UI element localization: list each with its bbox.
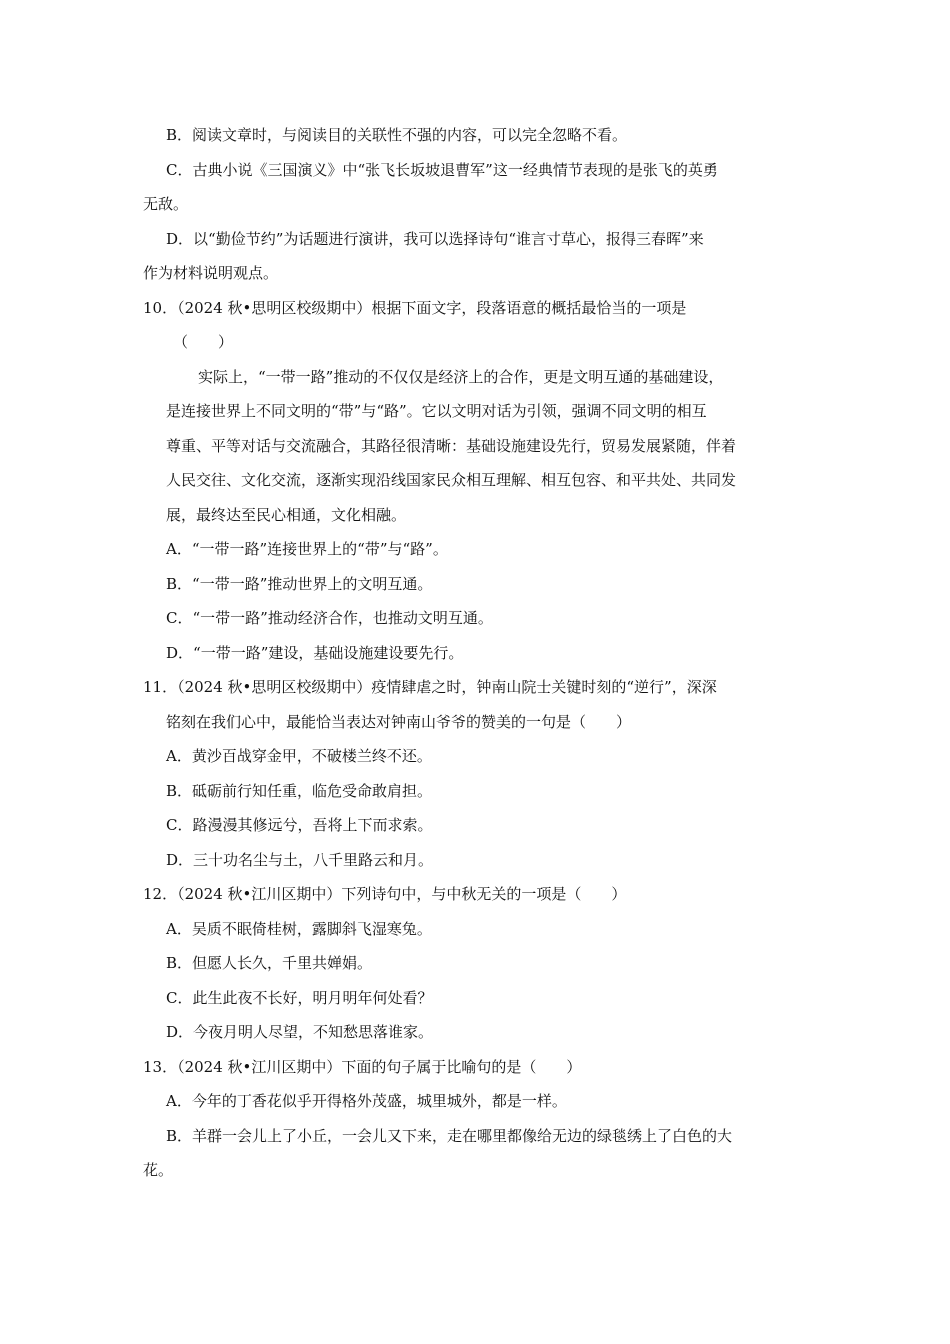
q10-option-a: A．“一带一路”连接世界上的“带”与“路”。 <box>166 540 448 558</box>
q13-option-b: B．羊群一会儿上了小丘，一会儿又下来，走在哪里都像给无边的绿毯绣上了白色的大 <box>166 1126 733 1145</box>
q9-option-c-cont: 无敌。 <box>143 195 189 213</box>
q9-option-b: B．阅读文章时，与阅读目的关联性不强的内容，可以完全忽略不看。 <box>166 126 628 144</box>
q9-option-d-cont: 作为材料说明观点。 <box>143 264 279 282</box>
q13-option-b-cont: 花。 <box>143 1161 174 1179</box>
q10-passage-line: 是连接世界上不同文明的“带”与“路”。它以文明对话为引领，强调不同文明的相互 <box>166 402 707 420</box>
q11-option-a: A．黄沙百战穿金甲，不破楼兰终不还。 <box>166 747 432 765</box>
q10-passage-line: 尊重、平等对话与交流融合，其路径很清晰：基础设施建设先行，贸易发展紧随，伴着 <box>166 436 737 455</box>
q9-option-d: D．以“勤俭节约”为话题进行演讲，我可以选择诗句“谁言寸草心，报得三春晖”来 <box>166 229 704 248</box>
q13-stem: 13．（2024 秋•江川区期中）下面的句子属于比喻句的是（ ） <box>143 1057 582 1076</box>
q11-stem-cont: 铭刻在我们心中，最能恰当表达对钟南山爷爷的赞美的一句是（ ） <box>166 712 632 731</box>
q11-option-d: D．三十功名尘与土，八千里路云和月。 <box>166 850 434 869</box>
q12-option-d: D．今夜月明人尽望，不知愁思落谁家。 <box>166 1023 434 1041</box>
q10-option-b: B．“一带一路”推动世界上的文明互通。 <box>166 574 433 593</box>
q10-stem-blank: （ ） <box>173 333 234 351</box>
q10-passage-line: 展，最终达至民心相通，文化相融。 <box>166 505 407 524</box>
q10-option-c: C．“一带一路”推动经济合作，也推动文明互通。 <box>166 609 493 627</box>
q11-stem: 11．（2024 秋•思明区校级期中）疫情肆虐之时，钟南山院士关键时刻的“逆行”，深深 <box>143 678 717 696</box>
q11-option-b: B．砥砺前行知任重，临危受命敢肩担。 <box>166 781 433 800</box>
q10-passage-line: 实际上，“一带一路”推动的不仅仅是经济上的合作，更是文明互通的基础建设， <box>198 367 724 386</box>
q10-option-d: D．“一带一路”建设，基础设施建设要先行。 <box>166 643 464 662</box>
q13-option-a: A．今年的丁香花似乎开得格外茂盛，城里城外，都是一样。 <box>166 1092 567 1110</box>
q12-option-b: B．但愿人长久，千里共婵娟。 <box>166 954 373 972</box>
q10-passage-line: 人民交往、文化交流，逐渐实现沿线国家民众相互理解、相互包容、和平共处、共同发 <box>166 471 737 489</box>
q12-option-a: A．吴质不眠倚桂树，露脚斜飞湿寒兔。 <box>166 919 432 938</box>
q10-stem: 10．（2024 秋•思明区校级期中）根据下面文字，段落语意的概括最恰当的一项是 <box>143 298 687 317</box>
q9-option-c: C．古典小说《三国演义》中“张飞长坂坡退曹军”这一经典情节表现的是张飞的英勇 <box>166 160 718 179</box>
page-content <box>143 118 808 1188</box>
q11-option-c: C．路漫漫其修远兮，吾将上下而求索。 <box>166 816 433 834</box>
q12-stem: 12．（2024 秋•江川区期中）下列诗句中，与中秋无关的一项是（ ） <box>143 885 627 903</box>
q12-option-c: C．此生此夜不长好，明月明年何处看？ <box>166 988 433 1007</box>
